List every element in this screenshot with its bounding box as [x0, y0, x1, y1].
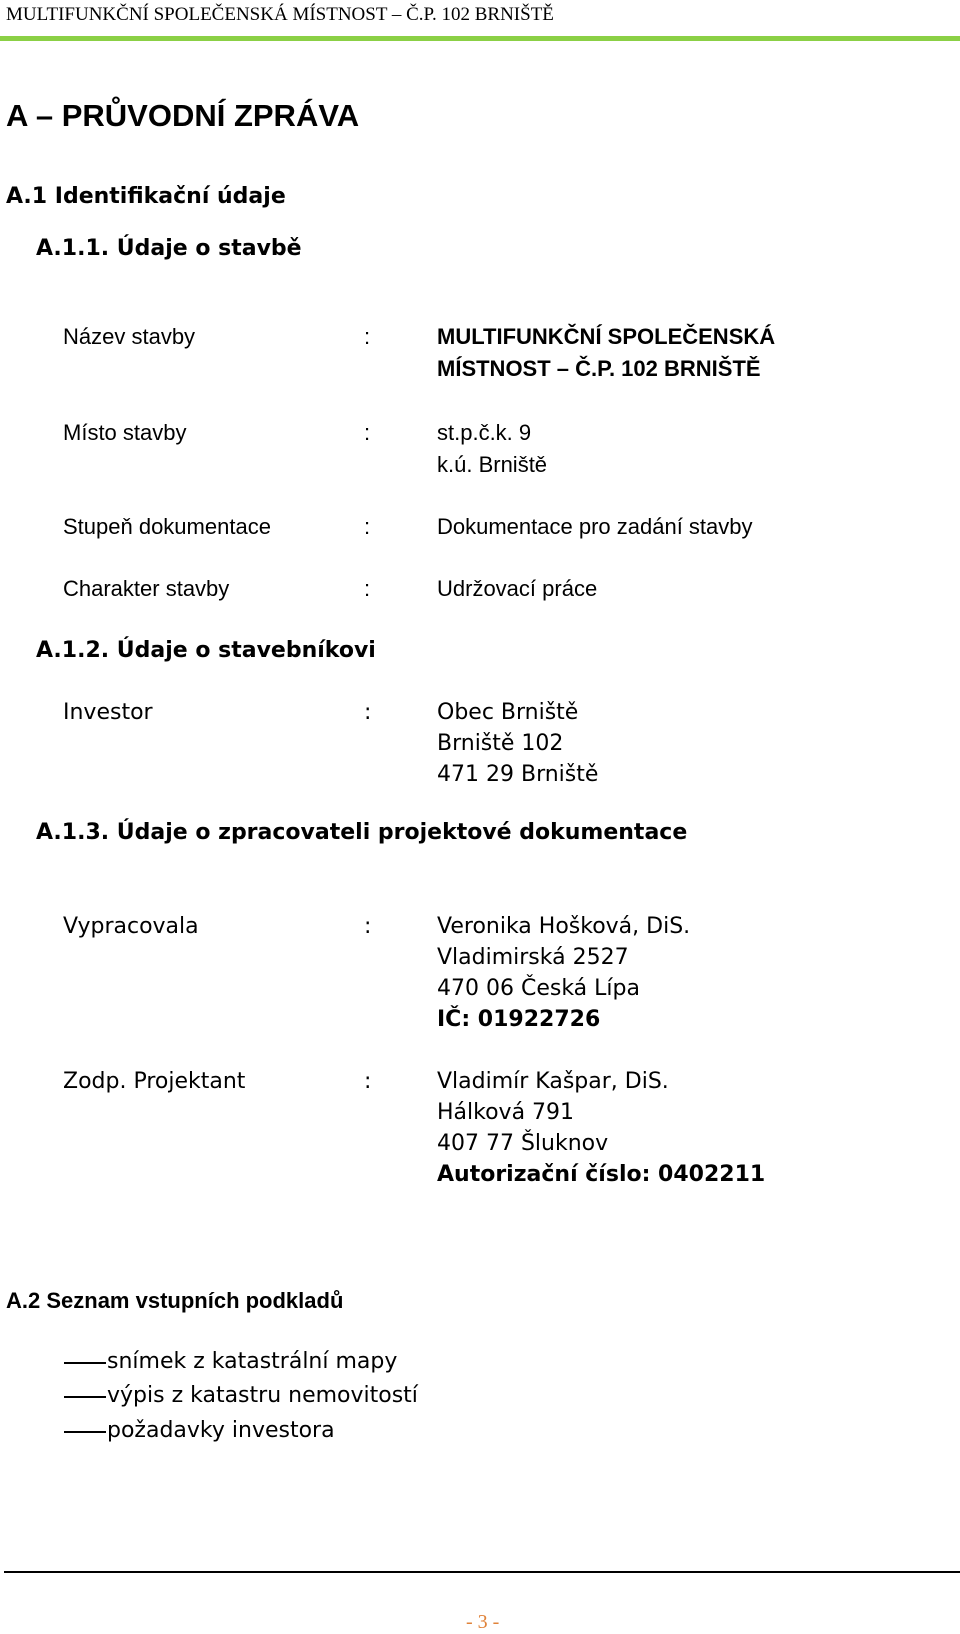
section-a1-2-heading: A.1.2. Údaje o stavebníkovi — [36, 638, 376, 663]
dash-bullet — [64, 1396, 106, 1398]
value-investor-line3: 471 29 Brniště — [437, 762, 599, 787]
section-a1-1-heading: A.1.1. Údaje o stavbě — [36, 236, 302, 261]
separator: : — [364, 700, 372, 725]
footer-rule — [4, 1571, 960, 1573]
label-investor: Investor — [63, 700, 153, 725]
section-a1-3-heading: A.1.3. Údaje o zpracovateli projektové dokumentace — [36, 820, 688, 845]
label-nazev-stavby: Název stavby — [63, 324, 196, 349]
dash-bullet — [64, 1362, 106, 1364]
separator: : — [364, 324, 371, 349]
separator: : — [364, 420, 371, 445]
separator: : — [364, 914, 372, 939]
list-item-text: snímek z katastrální mapy — [107, 1349, 398, 1374]
value-projektant-line1: Vladimír Kašpar, DiS. — [437, 1069, 669, 1094]
section-a2-heading: A.2 Seznam vstupních podkladů — [6, 1288, 344, 1313]
value-projektant-line3: 407 77 Šluknov — [437, 1131, 609, 1156]
list-item-text: výpis z katastru nemovitostí — [107, 1383, 418, 1408]
value-misto-stavby-line1: st.p.č.k. 9 — [437, 420, 532, 445]
running-header-title: MULTIFUNKČNÍ SPOLEČENSKÁ MÍSTNOST – Č.P. 102 BRNIŠTĚ — [6, 4, 554, 25]
value-vypracovala-line3: 470 06 Česká Lípa — [437, 976, 640, 1001]
label-charakter-stavby: Charakter stavby — [63, 576, 230, 601]
label-vypracovala: Vypracovala — [63, 914, 199, 939]
value-investor-line1: Obec Brniště — [437, 700, 579, 725]
value-projektant-autorizace: Autorizační číslo: 0402211 — [437, 1162, 766, 1187]
header-rule — [0, 36, 960, 41]
label-zodp-projektant: Zodp. Projektant — [63, 1069, 246, 1094]
list-item-text: požadavky investora — [107, 1418, 335, 1443]
value-vypracovala-line1: Veronika Hošková, DiS. — [437, 914, 691, 939]
label-stupen-dokumentace: Stupeň dokumentace — [63, 514, 271, 539]
section-a1-heading: A.1 Identifikační údaje — [6, 184, 286, 209]
value-stupen-dokumentace: Dokumentace pro zadání stavby — [437, 514, 753, 539]
value-misto-stavby-line2: k.ú. Brniště — [437, 452, 548, 477]
separator: : — [364, 514, 371, 539]
value-vypracovala-line2: Vladimirská 2527 — [437, 945, 629, 970]
value-investor-line2: Brniště 102 — [437, 731, 564, 756]
value-nazev-stavby-line1: MULTIFUNKČNÍ SPOLEČENSKÁ — [437, 324, 776, 349]
value-projektant-line2: Hálková 791 — [437, 1100, 575, 1125]
separator: : — [364, 1069, 372, 1094]
page-number: - 3 - — [466, 1611, 500, 1633]
separator: : — [364, 576, 371, 601]
value-vypracovala-ic: IČ: 01922726 — [437, 1007, 601, 1032]
label-misto-stavby: Místo stavby — [63, 420, 187, 445]
document-title: A – PRŮVODNÍ ZPRÁVA — [6, 98, 360, 133]
value-charakter-stavby: Udržovací práce — [437, 576, 598, 601]
dash-bullet — [64, 1431, 106, 1433]
value-nazev-stavby-line2: MÍSTNOST – Č.P. 102 BRNIŠTĚ — [437, 356, 761, 381]
